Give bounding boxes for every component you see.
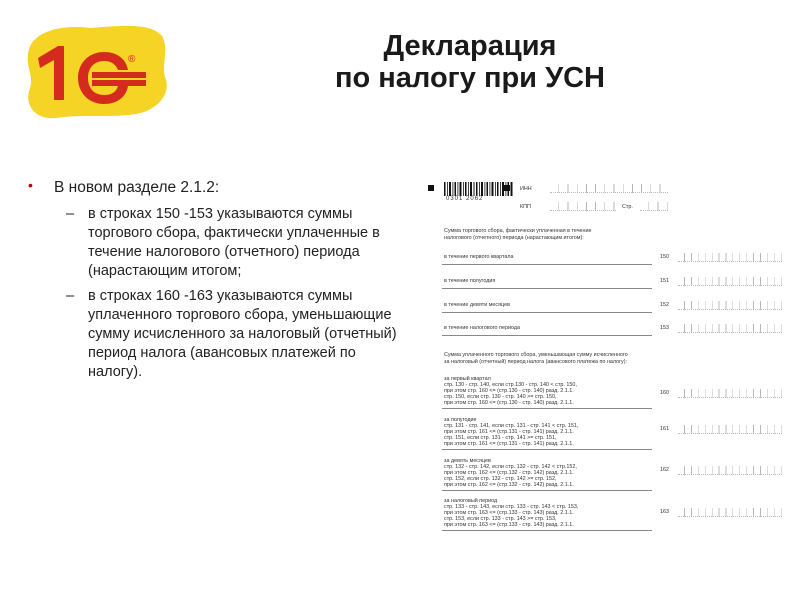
amount-cells xyxy=(678,324,782,333)
kpp-cells xyxy=(550,202,616,211)
bullet-sub-text: в строках 160 -163 указываются суммы уплаченного торгового сбора, уменьшающие сумму исчисленного за налоговый (отчетный) период налога (авансовых платежей по налогу). xyxy=(88,288,397,380)
amount-cells xyxy=(678,253,782,262)
row-code: 150 xyxy=(660,254,669,260)
row-divider xyxy=(442,264,652,265)
corner-marker xyxy=(504,185,510,191)
declaration-form-image xyxy=(424,178,790,550)
row-code: 161 xyxy=(660,426,669,432)
registered-mark: ® xyxy=(128,54,136,65)
row-label: в течение полугодия xyxy=(444,278,496,284)
bullet-sub-text: в строках 150 -153 указываются суммы торгового сбора, фактически уплаченные в течение налогового (отчетного) периода (нарастающим итогом; xyxy=(88,206,380,279)
row-label: в течение девяти месяцев xyxy=(444,302,510,308)
row-condition: стр. 150, если стр. 130 - стр. 140 >= стр. 150, xyxy=(444,394,557,400)
amount-cells xyxy=(678,301,782,310)
barcode-number: 0301 2062 xyxy=(446,196,484,202)
page-label: Стр. xyxy=(622,204,633,210)
inn-cells xyxy=(550,184,668,193)
row-condition: стр. 131 - стр. 141, если стр. 131 - стр. 141 < стр. 151, xyxy=(444,423,579,429)
row-divider xyxy=(442,408,652,409)
section2-heading-line: за налоговый (отчетный) период налога (авансового платежа по налогу): xyxy=(444,359,628,365)
inn-label: ИНН xyxy=(520,186,532,192)
kpp-label: КПП xyxy=(520,204,531,210)
bullet-list xyxy=(28,178,398,388)
row-label: за налоговый период xyxy=(444,498,498,504)
bullet-dot-icon: • xyxy=(28,177,33,193)
row-label: за первый квартал xyxy=(444,376,491,382)
amount-cells xyxy=(678,466,782,475)
row-condition: стр. 130 - стр. 140, если стр.130 - стр. 140 < стр. 150, xyxy=(444,382,577,388)
row-code: 163 xyxy=(660,509,669,515)
row-divider xyxy=(442,449,652,450)
bullet-sub-item xyxy=(28,205,398,281)
amount-cells xyxy=(678,425,782,434)
corner-marker xyxy=(428,185,434,191)
page-cells xyxy=(640,202,668,211)
row-condition: при этом стр. 163 <= (стр.133 - стр. 143) разд. 2.1.1. xyxy=(444,510,574,516)
row-code: 152 xyxy=(660,302,669,308)
row-code: 160 xyxy=(660,390,669,396)
row-condition: стр. 132 - стр. 142, если стр. 132 - стр. 142 < стр.152, xyxy=(444,464,577,470)
dash-icon: – xyxy=(66,206,75,222)
row-label: за девять месяцев xyxy=(444,458,491,464)
row-divider xyxy=(442,335,652,336)
title-line-1: Декларация xyxy=(383,30,557,62)
row-condition: стр. 133 - стр. 143, если стр. 133 - стр. 143 < стр. 153, xyxy=(444,504,579,510)
bullet-main xyxy=(28,178,398,197)
row-condition: при этом стр. 162 <= (стр.132 - стр. 142) разд. 2.1.1. xyxy=(444,470,574,476)
row-label: за полугодие xyxy=(444,417,477,423)
section2-heading-line: Сумма уплаченного торгового сбора, уменьшающая сумму исчисленного xyxy=(444,352,628,358)
row-condition: при этом стр. 160 <= (стр.130 - стр. 140) разд. 2.1.1. xyxy=(444,400,574,406)
row-label: в течение налогового периода xyxy=(444,325,520,331)
row-condition: при этом стр. 163 <= (стр.133 - стр. 143) разд. 2.1.1. xyxy=(444,522,574,528)
row-condition: при этом стр. 160 <= (стр.130 - стр. 140) разд. 2.1.1. xyxy=(444,388,574,394)
1c-logo xyxy=(20,14,170,124)
amount-cells xyxy=(678,389,782,398)
section1-heading-line: налогового (отчетного) периода (нарастающим итогом): xyxy=(444,235,584,241)
row-condition: стр. 151, если стр. 131 - стр. 141 >= стр. 151, xyxy=(444,435,557,441)
bullet-sub-item xyxy=(28,287,398,382)
row-condition: при этом стр. 162 <= (стр.132 - стр. 142) разд. 2.1.1. xyxy=(444,482,574,488)
amount-cells xyxy=(678,508,782,517)
section1-heading-line: Сумма торгового сбора, фактически уплаченная в течение xyxy=(444,228,592,234)
page-title xyxy=(300,30,640,94)
row-divider xyxy=(442,490,652,491)
title-line-2: по налогу при УСН xyxy=(335,62,605,94)
row-divider xyxy=(442,288,652,289)
row-condition: при этом стр. 161 <= (стр.131 - стр. 141) разд. 2.1.1. xyxy=(444,429,574,435)
row-code: 153 xyxy=(660,325,669,331)
row-condition: при этом стр. 161 <= (стр.131 - стр. 141) разд. 2.1.1. xyxy=(444,441,574,447)
amount-cells xyxy=(678,277,782,286)
row-condition: стр. 153, если стр. 133 - стр. 143 >= стр. 153, xyxy=(444,516,557,522)
row-condition: стр. 152, если стр. 132 - стр. 142 >= стр. 152, xyxy=(444,476,557,482)
dash-icon: – xyxy=(66,288,75,304)
row-code: 151 xyxy=(660,278,669,284)
1c-logo-graphic xyxy=(20,14,170,124)
bullet-main-text: В новом разделе 2.1.2: xyxy=(54,179,220,196)
row-code: 162 xyxy=(660,467,669,473)
row-divider xyxy=(442,530,652,531)
row-label: в течение первого квартала xyxy=(444,254,514,260)
row-divider xyxy=(442,312,652,313)
